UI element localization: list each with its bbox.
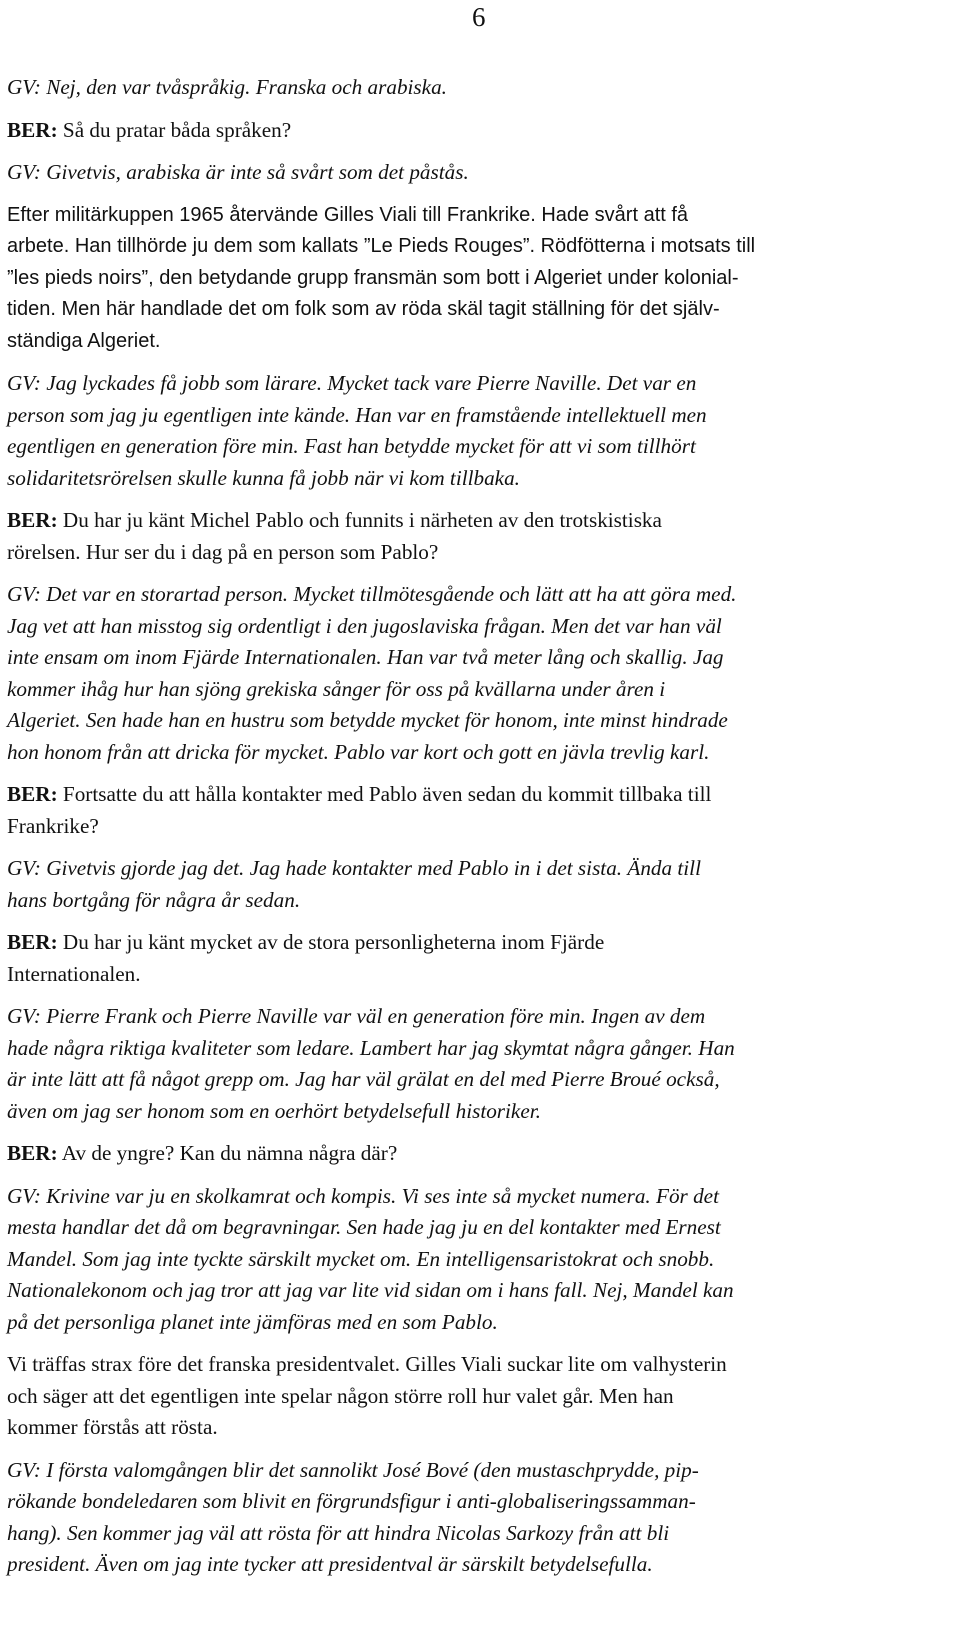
text-line: egentligen en generation före min. Fast han betydde mycket för att vi som tillhört — [7, 434, 696, 458]
text-line: arbete. Han tillhörde ju dem som kallats ”Le Pieds Rouges”. Rödfötterna i motsats till — [7, 235, 756, 257]
gv-answer — [7, 1455, 955, 1581]
text-line — [7, 505, 955, 537]
narrative-paragraph — [7, 200, 955, 358]
text-line: kommer förstås att rösta. — [7, 1415, 218, 1439]
text-line: president. Även om jag inte tycker att presidentval är särskilt betydelsefulla. — [7, 1552, 653, 1576]
text-line: hans bortgång för några år sedan. — [7, 887, 301, 912]
text-line: Efter militärkuppen 1965 återvände Gilles Viali till Frankrike. Hade svårt att få — [7, 203, 689, 226]
text-line: Nationalekonom och jag tror att jag var lite vid sidan om i hans fall. Nej, Mandel kan — [7, 1278, 734, 1302]
text-line: Vi träffas strax före det franska presidentvalet. Gilles Viali suckar lite om valhysterin — [7, 1352, 727, 1376]
gv-answer — [7, 1181, 955, 1339]
text-line: rörelsen. Hur ser du i dag på en person som Pablo? — [7, 539, 439, 564]
text-line: kommer ihåg hur han sjöng grekiska sånger för oss på kvällarna under åren i — [7, 676, 666, 701]
text-line: GV: Nej, den var tvåspråkig. Franska och arabiska. — [7, 75, 447, 99]
text-line: GV: Det var en storartad person. Mycket tillmötesgående och lätt att ha att göra med. — [7, 582, 737, 606]
ber-question — [7, 115, 955, 147]
text-line — [7, 1138, 955, 1170]
narrative-paragraph — [7, 1349, 955, 1444]
ber-question — [7, 779, 955, 842]
interview-text — [7, 72, 955, 1592]
page-number: 6 — [472, 2, 486, 32]
speaker-label: BER: — [7, 782, 58, 806]
text-line: på det personliga planet inte jämföras med en som Pablo. — [7, 1309, 498, 1334]
gv-answer — [7, 72, 955, 104]
text-line: även om jag ser honom som en oerhört betydelsefull historiker. — [7, 1098, 541, 1123]
speaker-label: BER: — [7, 930, 58, 954]
speaker-label: BER: — [7, 1141, 58, 1165]
ber-question — [7, 505, 955, 568]
text-line: person som jag ju egentligen inte kände. Han var en framstående intellektuell men — [7, 402, 707, 427]
text-line: hade några riktiga kvaliteter som ledare. Lambert har jag skymtat några gånger. Han — [7, 1035, 735, 1060]
text-line — [7, 927, 955, 959]
gv-answer — [7, 368, 955, 494]
text-line — [7, 115, 955, 147]
speaker-label: BER: — [7, 117, 58, 142]
gv-answer — [7, 853, 955, 916]
text-line: tiden. Men här handlade det om folk som av röda skäl tagit ställning för det själv- — [7, 298, 720, 320]
text-line: hon honom från att dricka för mycket. Pablo var kort och gott en jävla trevlig karl. — [7, 739, 710, 764]
text-line: ständiga Algeriet. — [7, 329, 161, 352]
text-line: GV: Krivine var ju en skolkamrat och kompis. Vi ses inte så mycket numera. För det — [7, 1183, 719, 1208]
gv-answer — [7, 1001, 955, 1127]
question-text: Så du pratar båda språken? — [57, 117, 292, 142]
text-line: GV: Givetvis, arabiska är inte så svårt som det påstås. — [7, 160, 469, 184]
ber-question — [7, 927, 955, 990]
text-line: Jag vet att han misstog sig ordentligt i den jugoslaviska frågan. Men det var han väl — [7, 613, 722, 638]
text-line: GV: I första valomgången blir det sannolikt José Bové (den mustaschprydde, pip- — [7, 1457, 699, 1482]
text-line: solidaritetsrörelsen skulle kunna få jobb när vi kom tillbaka. — [7, 465, 520, 490]
question-text: Du har ju känt mycket av de stora personligheterna inom Fjärde — [57, 930, 605, 954]
text-line: GV: Jag lyckades få jobb som lärare. Mycket tack vare Pierre Naville. Det var en — [7, 371, 697, 395]
text-line: ”les pieds noirs”, den betydande grupp fransmän som bott i Algeriet under kolonial- — [7, 266, 739, 289]
question-text: Du har ju känt Michel Pablo och funnits i närheten av den trotskistiska — [57, 508, 662, 532]
text-line: och säger att det egentligen inte spelar någon större roll hur valet går. Men han — [7, 1383, 674, 1408]
text-line: Internationalen. — [7, 961, 141, 986]
ber-question — [7, 1138, 955, 1170]
text-line: Algeriet. Sen hade han en hustru som betydde mycket för honom, inte minst hindrade — [7, 708, 728, 732]
text-line: mesta handlar det då om begravningar. Sen hade jag ju en del kontakter med Ernest — [7, 1215, 721, 1239]
text-line: GV: Pierre Frank och Pierre Naville var väl en generation före min. Ingen av dem — [7, 1004, 706, 1028]
gv-answer — [7, 157, 955, 189]
text-line: Mandel. Som jag inte tyckte särskilt mycket om. En intelligensaristokrat och snobb. — [7, 1246, 715, 1271]
speaker-label: BER: — [7, 508, 58, 532]
gv-answer — [7, 579, 955, 768]
text-line: Frankrike? — [7, 813, 99, 838]
question-text: Av de yngre? Kan du nämna några där? — [57, 1141, 398, 1165]
text-line: GV: Givetvis gjorde jag det. Jag hade kontakter med Pablo in i det sista. Ända till — [7, 856, 701, 880]
text-line — [7, 779, 955, 811]
text-line: hang). Sen kommer jag väl att rösta för att hindra Nicolas Sarkozy från att bli — [7, 1520, 670, 1545]
text-line: rökande bondeledaren som blivit en förgrundsfigur i anti-globaliseringssamman- — [7, 1489, 696, 1513]
question-text: Fortsatte du att hålla kontakter med Pablo även sedan du kommit tillbaka till — [57, 782, 712, 806]
text-line: är inte lätt att få något grepp om. Jag har väl grälat en del med Pierre Broué också, — [7, 1067, 720, 1091]
text-line: inte ensam om inom Fjärde Internationalen. Han var två meter lång och skallig. Jag — [7, 645, 724, 669]
